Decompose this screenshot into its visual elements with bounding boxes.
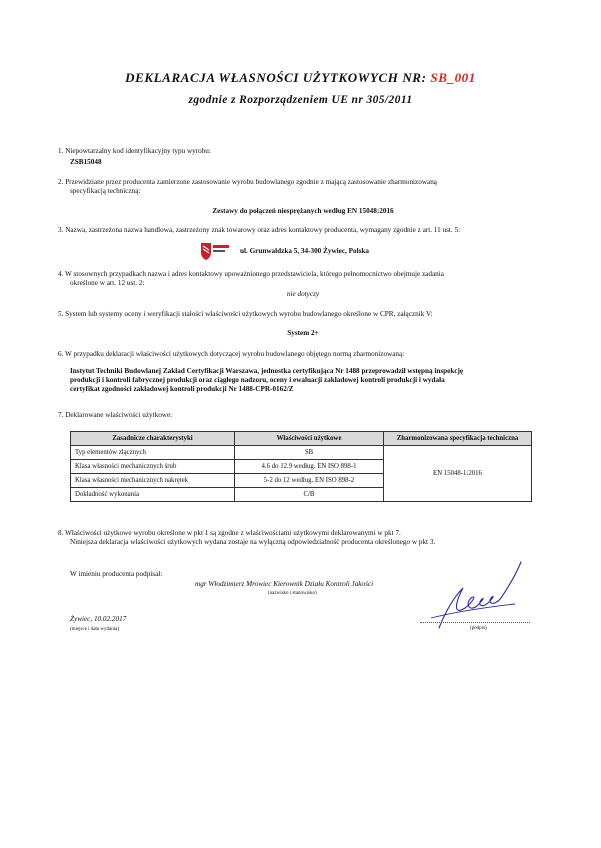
performance-cell: C/B	[235, 488, 384, 502]
notified-body-line1: Instytut Techniki Budowlanej Zakład Certyfikacji Warszawa, jednostka certyfikująca Nr 1488 przeprowadził wstępną inspekcję	[70, 367, 464, 375]
table-row	[71, 446, 532, 460]
signature-line	[420, 622, 530, 623]
place-date: Żywiec, 10.02.2017	[70, 615, 127, 623]
on-behalf-label: W imieniu producenta podpisał:	[70, 570, 163, 578]
performance-table	[70, 431, 532, 502]
section-4-label-line1: 4. W stosownych przypadkach nazwa i adres kontaktowy upoważnionego przedstawiciela, którego pełnomocnictwo obejmuje zadania	[58, 270, 444, 278]
performance-cell: 5-2 do 12 według. EN ISO 898-2	[235, 474, 384, 488]
section-7-label: 7. Deklarowane właściwości użytkowe:	[58, 411, 173, 419]
section-6-label: 6. W przypadku deklaracji właściwości użytkowych dotyczącej wyrobu budowlanego objętego normą zharmonizowaną:	[58, 350, 405, 358]
intended-use: Zestawy do połączeń niesprężanych według EN 15048:2016	[212, 207, 394, 215]
title-text: DEKLARACJA WŁASNOŚCI UŻYTKOWYCH NR:	[125, 70, 427, 85]
characteristic-cell: Klasa własności mechanicznych śrub	[71, 460, 235, 474]
spec-cell: EN 15048-1:2016	[384, 446, 532, 502]
section-1-label: 1. Niepowtarzalny kod identyfikacyjny typu wyrobu:	[58, 147, 211, 155]
notified-body-line3: certyfikat zgodności zakładowej kontroli produkcji Nr 1488-CPR-0162/Z	[70, 385, 294, 393]
product-type-code: ZSB15048	[70, 158, 102, 166]
characteristic-cell: Typ elementów złącznych	[71, 446, 235, 460]
avcp-system: System 2+	[287, 329, 319, 337]
section-2-label-line1: 2. Przewidziane przez producenta zamierzone zastosowanie wyrobu budowlanego zgodnie z mającą zastosowanie zharmonizowaną	[58, 178, 437, 186]
section-2-label-line2: specyfikacją techniczną:	[70, 187, 141, 195]
characteristic-cell: Dokładność wykonania	[71, 488, 235, 502]
declaration-code: SB_001	[430, 70, 476, 85]
performance-cell: 4.6 do 12.9 według. EN ISO 898-1	[235, 460, 384, 474]
signer-name: mgr Włodzimierz Mrowiec Kierownik Działu Kontroli Jakości	[195, 580, 374, 588]
characteristic-cell: Klasa własności mechanicznych nakrętek	[71, 474, 235, 488]
shield-logo-icon	[200, 241, 230, 261]
place-date-caption: (miejsce i data wydania)	[70, 627, 120, 632]
manufacturer-logo	[200, 241, 230, 261]
performance-cell: SB	[235, 446, 384, 460]
manufacturer-address: ul. Grunwaldzka 5, 34-300 Żywiec, Polska	[240, 247, 369, 255]
signer-caption: (nazwisko i stanowisko)	[268, 591, 317, 596]
section-3-label: 3. Nazwa, zastrzeżona nazwa handlowa, zastrzeżony znak towarowy oraz adres kontaktowy producenta, wymagany zgodnie z art. 11 ust. 5:	[58, 226, 461, 234]
authorised-representative: nie dotyczy	[286, 290, 320, 298]
section-5-label: 5. System lub systemy oceny i weryfikacji stałości właściwości użytkowych wyrobu budowlanego określone w CPR, załącznik V:	[58, 310, 433, 318]
table-header-row	[71, 432, 532, 446]
section-8-line1: 8. Właściwości użytkowe wyrobu określone w pkt 1 są zgodne z właściwościami użytkowymi deklarowanymi w pkt 7.	[58, 529, 401, 537]
document-title	[0, 70, 601, 86]
section-8-line2: Niniejsza deklaracja właściwości użytkowych wydana zostaje na wyłączną odpowiedzialność producenta określonego w pkt 3.	[70, 538, 436, 546]
section-4-label-line2: określone w art. 12 ust. 2:	[70, 279, 145, 287]
signature-caption: (podpis)	[470, 626, 487, 631]
column-header: Zharmonizowana specyfikacja techniczna	[384, 432, 532, 446]
column-header: Zasadnicze charakterystyki	[71, 432, 235, 446]
document-subtitle: zgodnie z Rozporządzeniem UE nr 305/2011	[188, 94, 413, 106]
column-header: Właściwości użytkowe	[235, 432, 384, 446]
notified-body-line2: produkcji i kontroli fabrycznej produkcji oraz ciągłego nadzoru, oceny i ewaluacji zakładowej kontroli produkcji i wydała	[70, 376, 445, 384]
